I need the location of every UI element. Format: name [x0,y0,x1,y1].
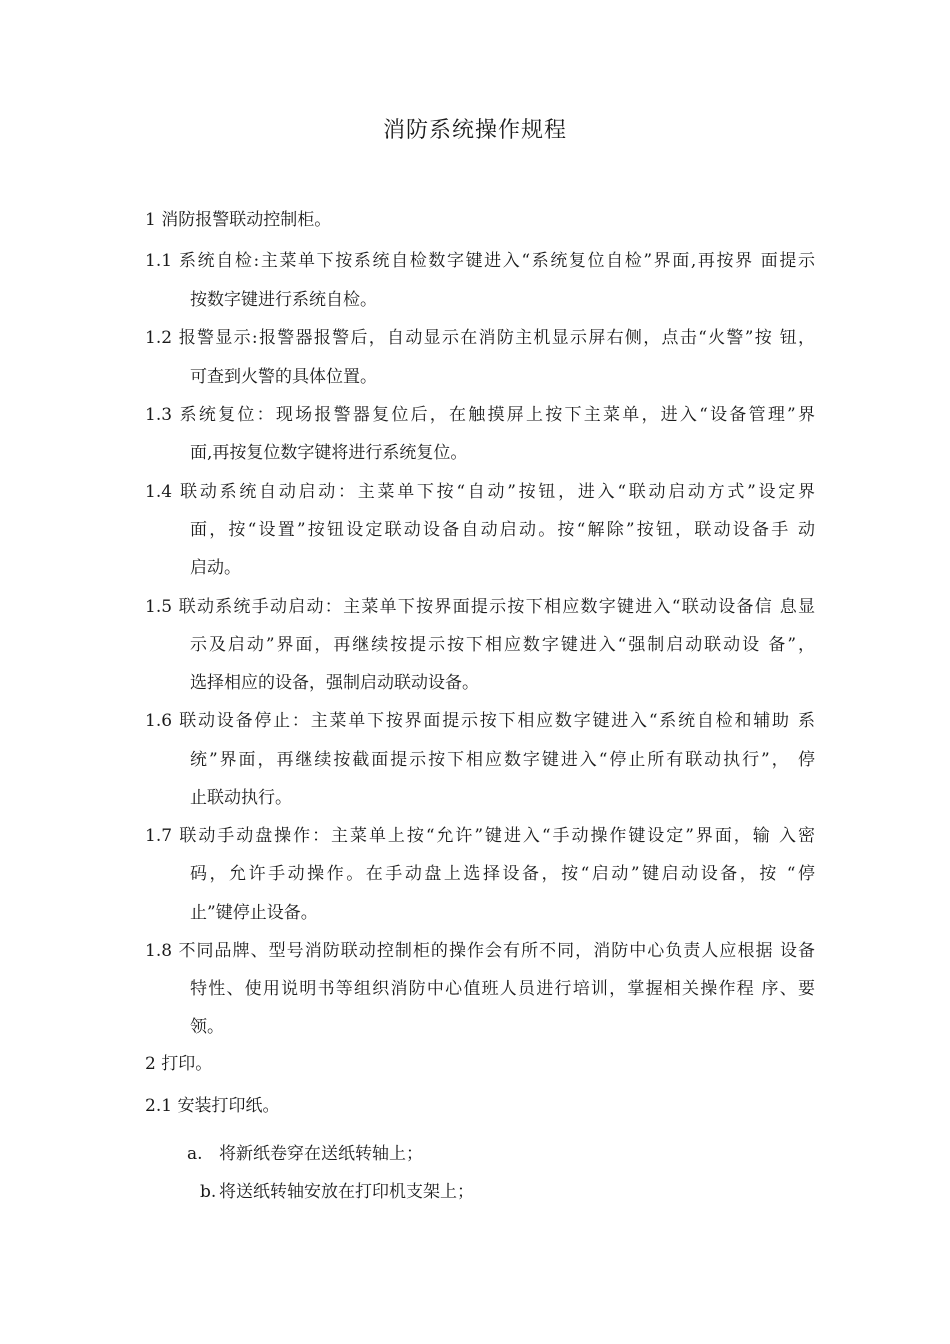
paragraph-line: 面,再按复位数字键将进行系统复位。 [190,443,468,463]
list-item-text: 将新纸卷穿在送纸转轴上； [219,1144,423,1164]
paragraph-line: 1.7 联动手动盘操作：主菜单上按“允许”键进入“手动操作键设定”界面，输 入密 [145,826,815,846]
list-item-text: 将送纸转轴安放在打印机支架上； [219,1182,474,1202]
list-item [200,1180,474,1204]
list-item [187,1142,423,1166]
paragraph-line: 1.3 系统复位：现场报警器复位后，在触摸屏上按下主菜单，进入“设备管理”界 [145,405,815,425]
list-marker: b. [200,1182,217,1202]
paragraph-line: 2.1 安装打印纸。 [145,1096,280,1116]
paragraph-line: 可查到火警的具体位置。 [190,367,377,387]
paragraph-line: 启动。 [190,558,241,578]
paragraph-line: 示及启动”界面，再继续按提示按下相应数字键进入“强制启动联动设 备”， [190,635,815,655]
document-title: 消防系统操作规程 [382,118,567,143]
paragraph-line: 1.6 联动设备停止：主菜单下按界面提示按下相应数字键进入“系统自检和辅助 系 [145,711,815,731]
paragraph-line: 特性、使用说明书等组织消防中心值班人员进行培训，掌握相关操作程 序、要 [190,979,815,999]
paragraph-line: 1.5 联动系统手动启动：主菜单下按界面提示按下相应数字键进入“联动设备信 息显 [145,597,815,617]
paragraph-line: 1.4 联动系统自动启动：主菜单下按“自动”按钮，进入“联动启动方式”设定界 [145,482,815,502]
list-marker: a. [187,1144,203,1164]
paragraph-line: 止联动执行。 [190,788,292,808]
paragraph-line: 2 打印。 [145,1054,213,1074]
paragraph-line: 止”键停止设备。 [190,903,318,923]
paragraph-line: 1.1 系统自检:主菜单下按系统自检数字键进入“系统复位自检”界面,再按界 面提示 [145,251,815,271]
paragraph-line: 选择相应的设备，强制启动联动设备。 [190,673,479,693]
paragraph-line: 码，允许手动操作。在手动盘上选择设备，按“启动”键启动设备，按 “停 [190,864,815,884]
paragraph-line: 1 消防报警联动控制柜。 [145,210,332,230]
paragraph-line: 按数字键进行系统自检。 [190,290,377,310]
paragraph-line: 面，按“设置”按钮设定联动设备自动启动。按“解除”按钮，联动设备手 动 [190,520,815,540]
paragraph-line: 领。 [190,1017,224,1037]
paragraph-line: 1.2 报警显示:报警器报警后，自动显示在消防主机显示屏右侧，点击“火警”按 钮， [145,328,815,348]
paragraph-line: 统”界面，再继续按截面提示按下相应数字键进入“停止所有联动执行”， 停 [190,750,815,770]
paragraph-line: 1.8 不同品牌、型号消防联动控制柜的操作会有所不同，消防中心负责人应根据 设备 [145,941,815,961]
